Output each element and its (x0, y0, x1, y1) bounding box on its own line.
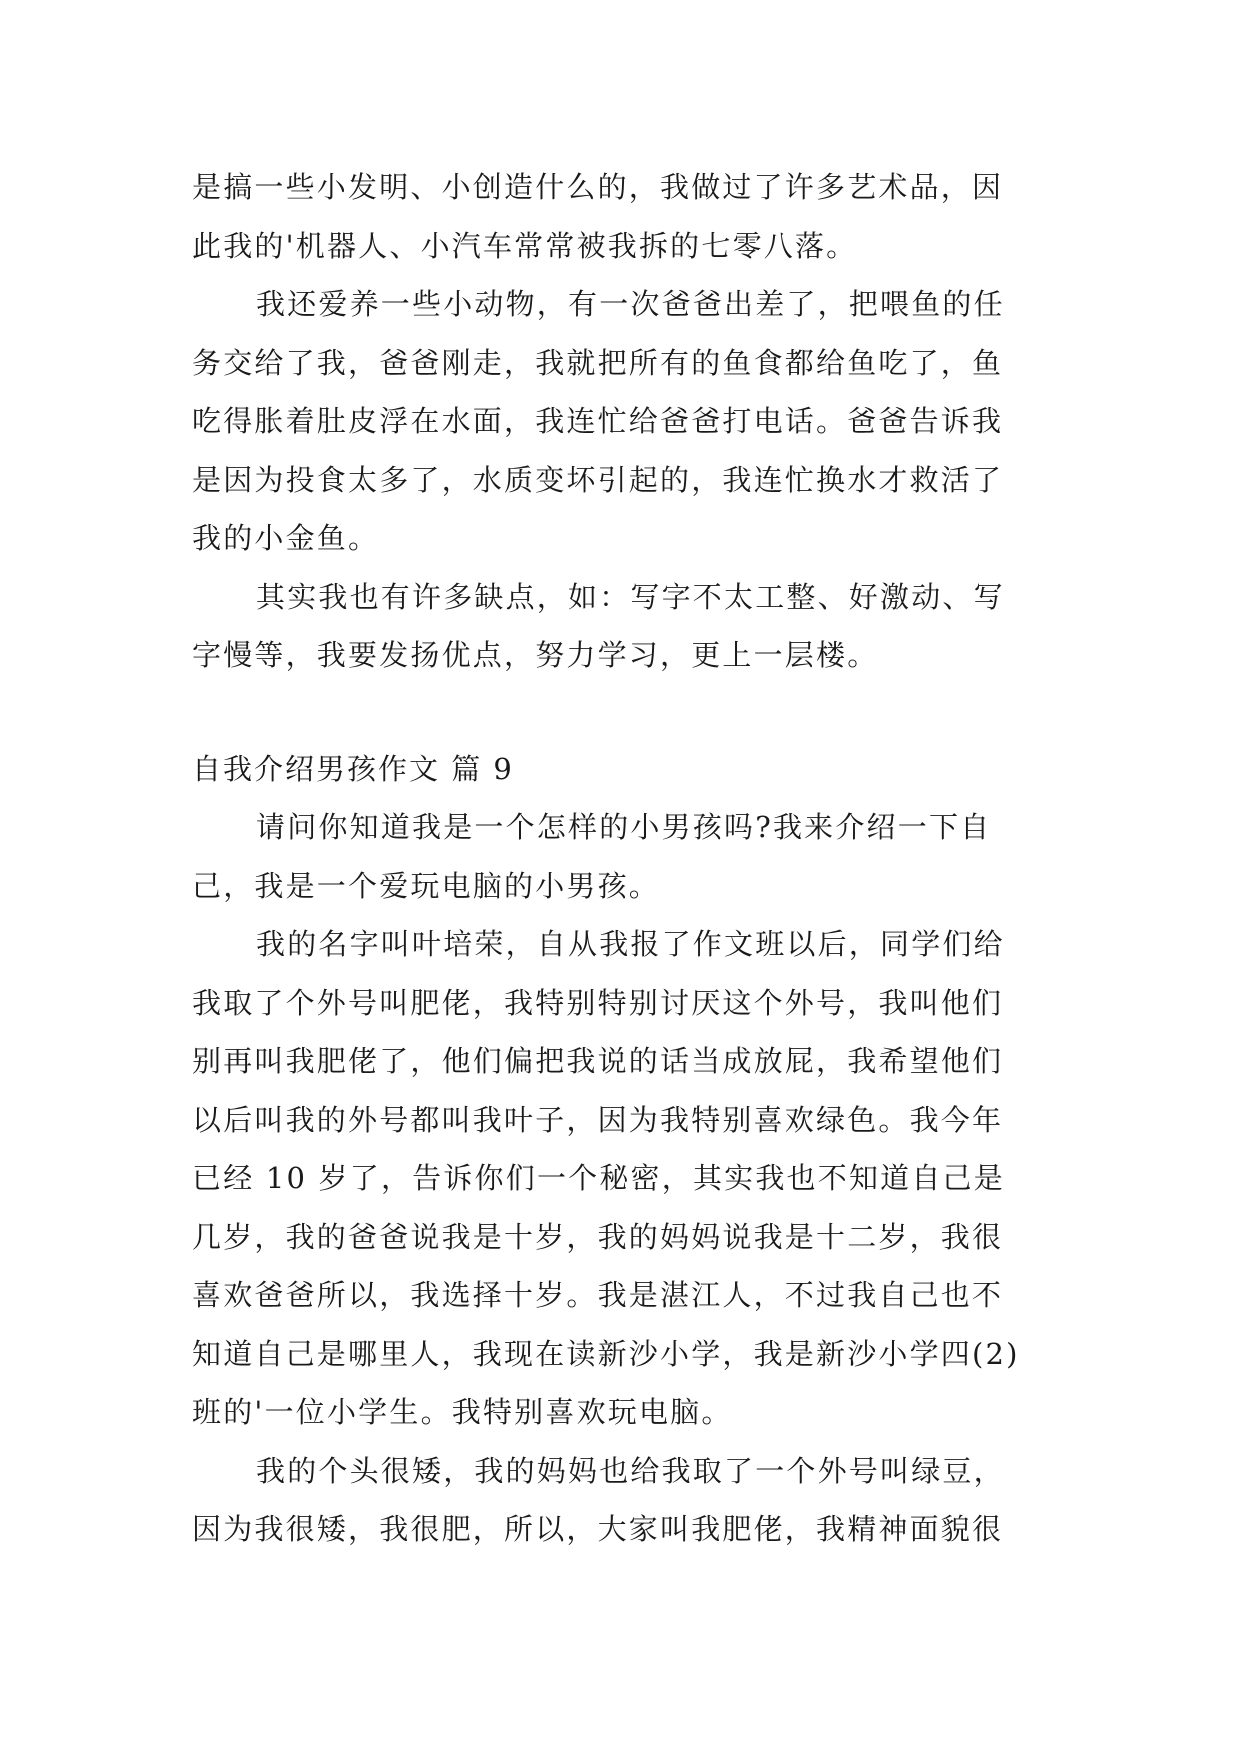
text-line: 我的名字叫叶培荣，自从我报了作文班以后，同学们给 (256, 927, 1005, 961)
text-line: 己，我是一个爱玩电脑的小男孩。 (192, 868, 661, 903)
text-line: 我还爱养一些小动物，有一次爸爸出差了，把喂鱼的任 (256, 287, 1005, 321)
text-line: 喜欢爸爸所以，我选择十岁。我是湛江人，不过我自己也不 (192, 1278, 1004, 1312)
text-line: 我的小金鱼。 (192, 521, 380, 555)
text-line: 我取了个外号叫肥佬，我特别特别讨厌这个外号，我叫他们 (192, 985, 1004, 1020)
text-line: 字慢等，我要发扬优点，努力学习，更上一层楼。 (192, 638, 879, 672)
text-line: 知道自己是哪里人，我现在读新沙小学，我是新沙小学四(2) (192, 1336, 1020, 1371)
text-line: 其实我也有许多缺点，如：写字不太工整、好激动、写 (256, 579, 1005, 614)
document-body (192, 158, 1052, 1559)
text-line: 请问你知道我是一个怎样的小男孩吗?我来介绍一下自 (256, 810, 992, 844)
text-line: 以后叫我的外号都叫我叶子，因为我特别喜欢绿色。我今年 (192, 1102, 1004, 1137)
text-line: 此我的'机器人、小汽车常常被我拆的七零八落。 (192, 228, 858, 263)
text-line: 已经 10 岁了，告诉你们一个秘密，其实我也不知道自己是 (192, 1161, 1005, 1195)
text-line: 别再叫我肥佬了，他们偏把我说的话当成放屁，我希望他们 (192, 1044, 1004, 1078)
text-line: 因为我很矮，我很肥，所以，大家叫我肥佬，我精神面貌很 (192, 1512, 1004, 1546)
text-line: 我的个头很矮，我的妈妈也给我取了一个外号叫绿豆， (256, 1453, 1005, 1488)
text-line: 几岁，我的爸爸说我是十岁，我的妈妈说我是十二岁，我很 (192, 1219, 1004, 1254)
text-line: 吃得胀着肚皮浮在水面，我连忙给爸爸打电话。爸爸告诉我 (192, 404, 1004, 438)
section-heading: 自我介绍男孩作文 篇 9 (192, 751, 514, 786)
text-line: 班的'一位小学生。我特别喜欢玩电脑。 (192, 1395, 733, 1429)
text-line: 务交给了我，爸爸刚走，我就把所有的鱼食都给鱼吃了，鱼 (192, 345, 1004, 380)
text-line: 是搞一些小发明、小创造什么的，我做过了许多艺术品，因 (192, 170, 1004, 204)
text-line: 是因为投食太多了，水质变坏引起的，我连忙换水才救活了 (192, 462, 1004, 497)
